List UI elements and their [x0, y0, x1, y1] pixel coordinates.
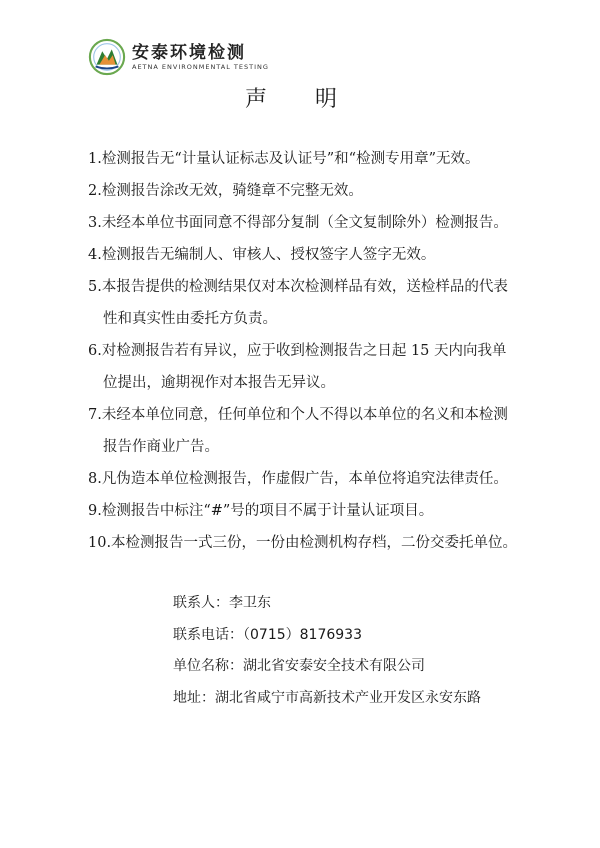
statement-continuation: 报告作商业广告。	[103, 439, 219, 455]
logo-english-name: AETNA ENVIRONMENTAL TESTING	[132, 62, 269, 71]
contact-block	[173, 588, 481, 714]
statement-text: 10.本检测报告一式三份，一份由检测机构存档，二份交委托单位。	[88, 535, 518, 551]
contact-person-row	[173, 588, 481, 620]
logo-chinese-name: 安泰环境检测	[132, 42, 246, 63]
statement-list	[88, 143, 558, 559]
statement-text: 5.本报告提供的检测结果仅对本次检测样品有效，送检样品的代表	[88, 279, 508, 295]
statement-continuation: 位提出，逾期视作对本报告无异议。	[103, 375, 335, 391]
statement-item	[88, 175, 558, 207]
company-name-label: 单位名称：	[173, 658, 243, 674]
company-name-row	[173, 651, 481, 683]
statement-text: 7.未经本单位同意，任何单位和个人不得以本单位的名义和本检测	[88, 407, 508, 423]
statement-item	[88, 271, 558, 335]
statement-item	[88, 399, 558, 463]
address-value: 湖北省咸宁市高新技术产业开发区永安东路	[215, 689, 481, 706]
page-title: 声明	[244, 87, 385, 112]
statement-continuation: 性和真实性由委托方负责。	[103, 311, 277, 327]
logo-emblem-icon	[88, 38, 126, 76]
company-name-value: 湖北省安泰安全技术有限公司	[243, 658, 425, 674]
contact-person-label: 联系人：	[173, 595, 229, 611]
statement-text: 8.凡伪造本单位检测报告，作虚假广告，本单位将追究法律责任。	[88, 471, 508, 487]
contact-person-value: 李卫东	[229, 595, 271, 611]
statement-text: 1.检测报告无“计量认证标志及认证号”和“检测专用章”无效。	[88, 151, 480, 167]
address-row	[173, 683, 481, 715]
statement-text: 3.未经本单位书面同意不得部分复制（全文复制除外）检测报告。	[88, 215, 508, 231]
statement-item	[88, 495, 558, 527]
contact-phone-label: 联系电话：	[173, 626, 243, 643]
statement-item	[88, 207, 558, 239]
statement-text: 9.检测报告中标注“#”号的项目不属于计量认证项目。	[88, 503, 434, 519]
contact-phone-row	[173, 620, 481, 652]
statement-text: 6.对检测报告若有异议，应于收到检测报告之日起 15 天内向我单	[88, 343, 507, 359]
address-label: 地址：	[173, 689, 215, 706]
statement-item	[88, 239, 558, 271]
contact-phone-value: （0715）8176933	[243, 626, 362, 643]
statement-text: 2.检测报告涂改无效，骑缝章不完整无效。	[88, 183, 363, 199]
statement-text: 4.检测报告无编制人、审核人、授权签字人签字无效。	[88, 247, 436, 263]
company-logo	[88, 38, 269, 76]
statement-item	[88, 527, 558, 559]
statement-item	[88, 335, 558, 399]
statement-item	[88, 463, 558, 495]
statement-item	[88, 143, 558, 175]
